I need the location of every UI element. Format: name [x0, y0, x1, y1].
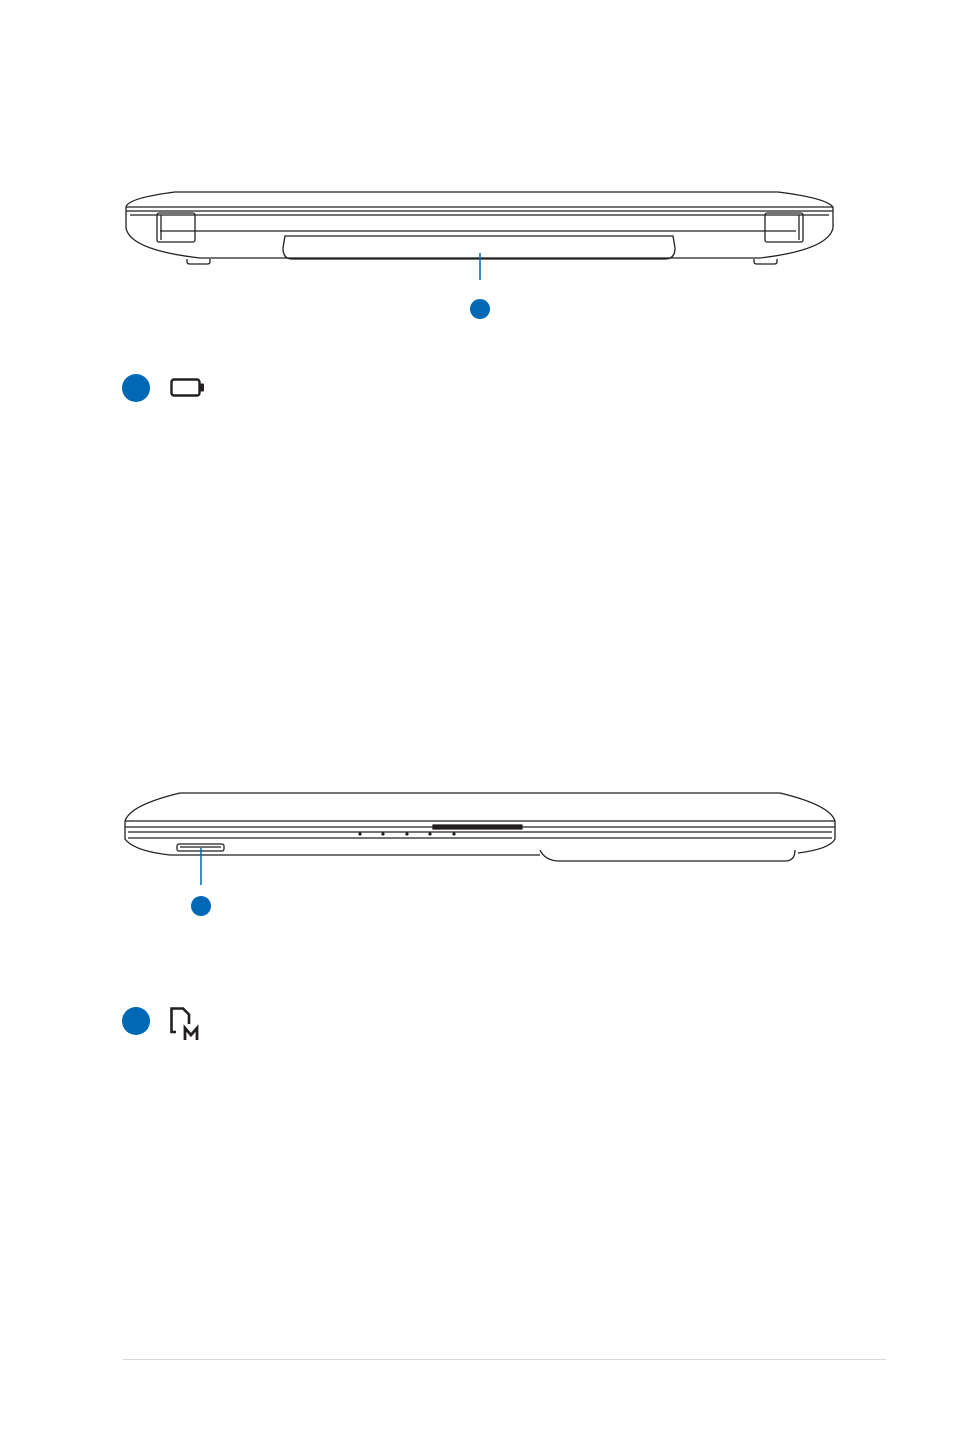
memory-card-icon — [169, 1006, 203, 1047]
footer-rule — [123, 1359, 886, 1360]
entry-marker-battery — [122, 374, 150, 402]
battery-icon — [170, 378, 206, 403]
callout-marker-memory-card — [191, 896, 211, 916]
laptop-front-view — [0, 785, 954, 885]
laptop-front-view-drawing — [0, 785, 954, 885]
laptop-rear-view-drawing — [0, 180, 954, 280]
callout-marker-battery — [470, 299, 490, 319]
entry-marker-memory-card — [122, 1007, 150, 1035]
laptop-rear-view — [0, 180, 954, 280]
